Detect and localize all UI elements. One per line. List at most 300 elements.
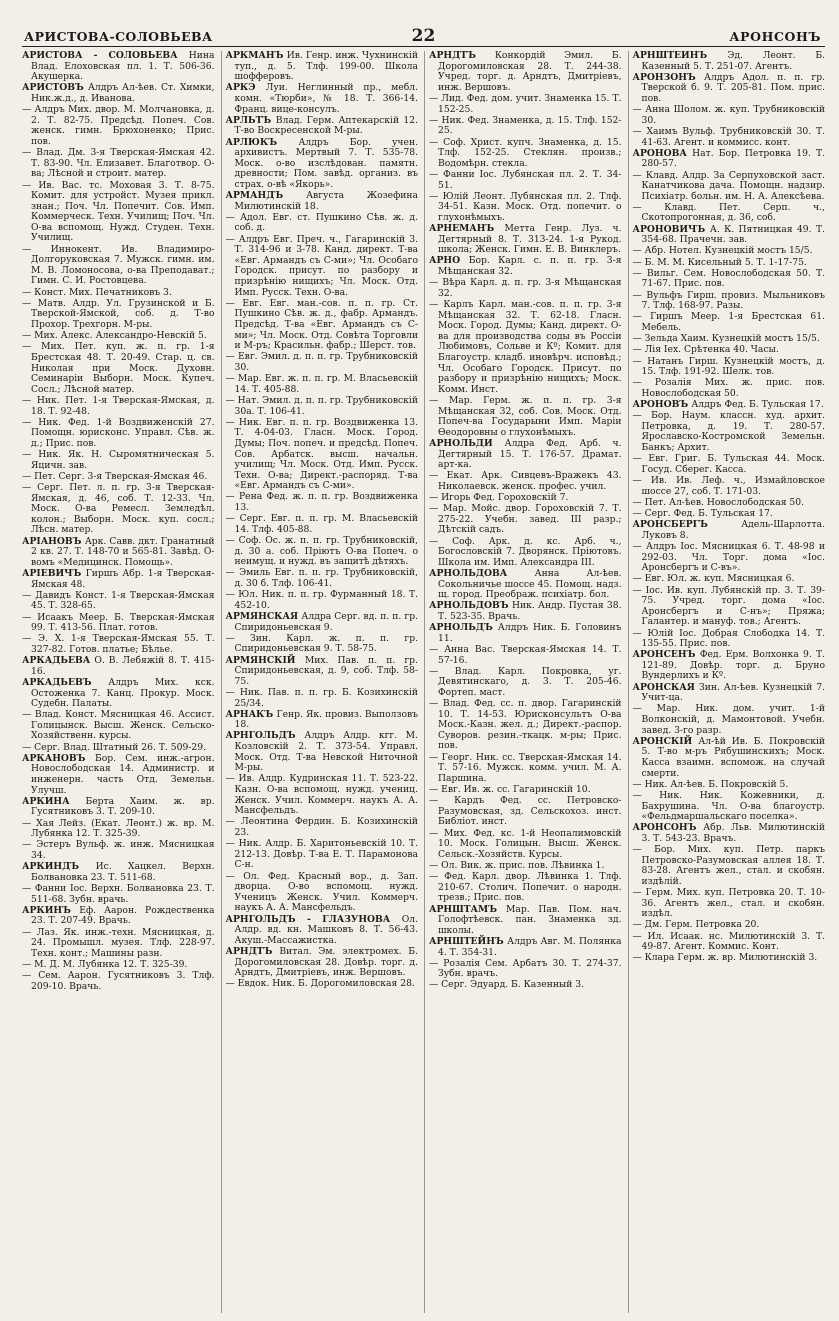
directory-entry (226, 83, 419, 115)
entry-surname (633, 573, 645, 584)
entry-surname (429, 860, 441, 871)
entry-surname: АРКЭ (225, 82, 266, 94)
entry-details: Алдръ Евг. Преч. ч., Гагаринскій 3. Т. 314-96 и 3-78. Канд. директ. Т-ва «Евг. Армандъ съ С-ми»; Чл. Особаго Городск. присут. по разбору и призрѣнію нищихъ; Чл. Моск. Отд. Имп. Русск. Техн. О-ва. (234, 233, 418, 298)
directory-entry (226, 872, 419, 914)
entry-surname (633, 497, 645, 508)
entry-details: Евг. Эмил. д. п. п. гр. Трубниковскій 30. (234, 351, 418, 373)
entry-surname (22, 959, 34, 970)
entry-surname (226, 417, 239, 428)
directory-entry (226, 191, 419, 212)
entry-details: Зин. Ал-ѣев. Кузнецкій 7. Учит-ца. (641, 681, 825, 704)
entry-details: Бор. Мих. куп. Петр. паркъ Петровско-Разумовская аллея 18. Т. 83-28. Агентъ жел., стал. и скобян. издѣлій. (641, 844, 825, 887)
entry-surname (22, 341, 41, 352)
entry-details: Екат. Арк. Сивцевъ-Вражекъ 43. Николаевск. женск. профес. учил. (438, 470, 622, 492)
entry-details: Алдръ Іос. Мясницкая 6. Т. 48-98 и 292-03. Чл. Торг. дома «Іос. Аронсбергъ и С-въ». (641, 540, 825, 574)
directory-entry (22, 418, 215, 450)
entry-details: О. В. Лебяжій 8. Т. 415-16. (31, 655, 215, 677)
entry-details: Ив. Алдр. Кудринская 11. Т. 523-22. Казн. О-ва вспомощ. нужд. учениц. Женск. Учил. Коммерч. наукъ А. А. Мансфельдъ. (234, 773, 418, 817)
directory-entry (633, 683, 826, 704)
entry-details: Соф. Христ. купч. Знаменка, д. 15. Тлф. 152-25. Стеклян. произв.; Водомѣрн. стекла. (438, 136, 622, 169)
entry-surname (429, 795, 454, 806)
directory-entry (429, 623, 622, 644)
entry-details: Ил. Исаак. нс. Милютинскій 3. Т. 49-87. Агент. Коммис. Конт. (641, 930, 825, 953)
directory-entry (429, 278, 622, 299)
directory-entry (429, 829, 622, 861)
entry-surname: АРНОЛЬДОВА (429, 568, 535, 579)
entry-surname: АРНГОЛЬДЪ (225, 730, 305, 742)
entry-surname (226, 298, 243, 309)
entry-surname (429, 137, 443, 148)
directory-entry (633, 932, 826, 953)
directory-entry (22, 288, 215, 299)
directory-entry (226, 612, 419, 633)
entry-details: Ол. Фед. Красный вор., д. Зап. дворца. О-во вспомощ. нужд. Ученицъ Женск. Учил. Коммерч. наукъ А. А. Мансфельдъ. (234, 870, 418, 914)
entry-details: Ол. Вик. ж. прис. пов. Лѣвинка 1. (441, 859, 605, 871)
directory-entry (22, 743, 215, 754)
directory-entry (633, 127, 826, 148)
entry-details: Гиршъ Меер. 1-я Брестская 61. Мебель. (641, 311, 825, 333)
entry-details: Серг. Евг. п. п. гр. М. Власьевскій 14. Тлф. 405-88. (234, 513, 418, 535)
directory-entry (633, 780, 826, 791)
directory-entry (633, 953, 826, 964)
directory-entry (226, 915, 419, 947)
entry-details: Клара Герм. ж. вр. Милютинскій 3. (644, 952, 818, 964)
entry-details: Ал-ѣй Ив. Б. Покровскій 5. Т-во м-ръ Рябушинскихъ; Моск. Касса взаимн. вспомож. на случай смерти. (641, 735, 825, 779)
directory-entry (429, 601, 622, 622)
entry-details: Алдръ Фед. Б. Тульская 17. (691, 399, 824, 411)
entry-surname (633, 541, 646, 552)
entry-details: Карлъ Карл. ман.-сов. п. п. гр. 3-я Мѣщанская 32. Т. 62-18. Гласн. Моск. Город. Думы; Канд. директ. О-ва для производства соды въ Россіи Любимовъ, Сольве и Кº; Комит. для Благоустр. кладб. иновѣрч. исповѣд.; Чл. Особаго Городск. Присут. по разбору и призрѣнію нищихъ; Моск. Комм. Инст. (438, 299, 622, 395)
entry-surname: АРОНСОНЪ (632, 822, 704, 834)
directory-entry (429, 569, 622, 601)
entry-surname (429, 644, 444, 655)
entry-details: Серг. Эдуард. Б. Казенный 3. (441, 979, 585, 991)
directory-entry (226, 418, 419, 492)
entry-surname (429, 93, 441, 104)
directory-entry (226, 374, 419, 395)
entry-details: Лаз. Як. инж.-техн. Мясницкая, д. 24. Промышл. музея. Тлф. 228-97. Техн. конт.; Машины разн. (31, 926, 215, 959)
entry-surname (22, 742, 34, 753)
entry-details: Анна Вас. Тверская-Ямская 14. Т. 57-16. (438, 643, 622, 666)
directory-entry (22, 342, 215, 395)
entry-details: Бор. Карл. с. п. п. гр. 3-я Мѣщанская 32. (438, 255, 622, 278)
directory-entry (429, 905, 622, 937)
running-head-left: АРИСТОВА-СОЛОВЬЕВА (24, 29, 213, 44)
entry-details: Августа Жозефина Милютинскій 18. (234, 190, 418, 212)
entry-details: Ник. Евг. п. п. гр. Воздвиженка 13. Т. 4-04-03. Гласн. Моск. Город. Думы; Поч. попеч. и предсѣд. Попеч. Сов. Арбатск. высш. начальн. училищ; Чл. Моск. Отд. Имп. Русск. Техн. О-ва; Директ.-распоряд. Т-ва «Евг. Армандъ съ С-ми». (234, 416, 418, 492)
directory-entry (226, 116, 419, 137)
directory-entry (633, 737, 826, 779)
entry-surname (633, 844, 655, 855)
entry-details: Ник. Пет. 1-я Тверская-Ямская, д. 18. Т. 92-48. (31, 394, 215, 417)
entry-details: Луи. Неглинный пр., мебл. комн. «Тюрби», № 18. Т. 366-14. Франц. вице-консулъ. (234, 82, 418, 115)
entry-details: Розалія Сем. Арбатъ 30. Т. 274-37. Зубн. врачъ. (438, 957, 622, 980)
directory-entry (633, 225, 826, 246)
entry-surname (226, 234, 239, 245)
entry-surname (633, 377, 655, 388)
entry-surname: АРНАКЪ (225, 708, 277, 720)
entry-details: Хаимъ Вульф. Трубниковскій 30. Т. 41-63. Агент. и коммисс. конт. (641, 125, 825, 148)
entry-surname (429, 299, 443, 310)
entry-details: Гиршъ Абр. 1-я Тверская-Ямская 48. (31, 568, 215, 590)
directory-entry (22, 148, 215, 180)
entry-details: Витал. Эм. электромех. Б. Дорогомиловская 28. Довѣр. торг. д. Арндтъ, Дмитріевъ, инж. Вершовъ. (234, 945, 418, 979)
entry-details: Мих. Пет. куп. ж. п. гр. 1-я Брестская 48. Т. 20-49. Стар. ц. св. Николая при Моск. Духовн. Семинаріи Выборн. Моск. Купеч. Сосл.; Лѣсной матер. (31, 341, 215, 395)
entry-surname (226, 773, 239, 784)
entry-surname (633, 202, 665, 213)
entry-surname: АРОНОВЪ (632, 399, 692, 411)
entry-surname: АРКИНДЪ (22, 861, 96, 873)
entry-details: Юлій Іос. Добрая Слободка 14. Т. 135-55. Прис. пов. (641, 627, 825, 650)
directory-entry (22, 569, 215, 590)
directory-entry (22, 971, 215, 992)
column-4 (628, 51, 826, 1313)
entry-details: Эд. Леонт. Б. Казенный 5. Т. 251-07. Агентъ. (641, 51, 825, 72)
entry-surname (22, 180, 38, 191)
entry-surname (22, 471, 34, 482)
entry-surname (226, 491, 239, 502)
entry-details: Еф. Аарон. Рождественка 23. Т. 207-49. Врачь. (31, 904, 215, 927)
entry-surname: АРИСТОВА - СОЛОВЬЕВА (22, 51, 189, 61)
directory-entry (22, 396, 215, 417)
entry-surname (429, 698, 443, 709)
entry-details: Дм. Герм. Петровка 20. (644, 919, 760, 931)
directory-entry (226, 352, 419, 373)
entry-details: Ол. Алдр. вд. кн. Машковъ 8. Т. 56-43. Акуш.-Массажистка. (234, 913, 418, 946)
directory-columns (22, 51, 825, 1313)
entry-surname (429, 536, 452, 547)
directory-entry (429, 667, 622, 699)
entry-details: Алдра Серг. вд. п. п. гр. Спиридоньевская 9. (234, 610, 418, 633)
directory-entry (633, 334, 826, 345)
entry-details: Ис. Хацкел. Верхн. Болвановка 23. Т. 511-68. (31, 861, 215, 883)
directory-entry (22, 472, 215, 483)
page-number: 22 (411, 26, 436, 46)
directory-entry (429, 300, 622, 395)
entry-details: Эстеръ Вульф. ж. инж. Мясницкая 34. (31, 839, 215, 861)
entry-details: Лія Іех. Срѣтенка 40. Часы. (644, 344, 779, 356)
entry-details: Мар. Мойс. двор. Гороховскій 7. Т. 275-22. Учебн. завед. III разр.; Дѣтскій садъ. (438, 503, 622, 536)
entry-details: Соф. Арк. д. кс. Арб. ч., Богословскій 7. Дворянск. Пріютовъ. Школа им. Имп. Александра III. (438, 535, 622, 568)
entry-details: Алдръ Алдр. кгг. М. Козловскій 2. Т. 373-54. Управл. Моск. Отд. Т-ва Невской Ниточной М-ры. (234, 730, 418, 774)
entry-details: Ник. Ник. Кожевники, д. Бахрушина. Чл. О-ва благоустр. «Фельдмаршальскаго поселка». (641, 789, 825, 823)
directory-entry (22, 537, 215, 569)
entry-details: Серг. Влад. Штатный 26. Т. 509-29. (34, 741, 207, 753)
entry-surname (22, 612, 37, 623)
directory-entry (633, 203, 826, 224)
directory-entry (633, 269, 826, 290)
entry-details: Розалія Мих. ж. прис. пов. Новослободская 50. (641, 377, 825, 399)
entry-surname (633, 311, 651, 322)
entry-surname (633, 410, 652, 421)
directory-entry (633, 704, 826, 736)
entry-details: Иннокент. Ив. Владимиро-Долгоруковская 7. Мужск. гимн. им. М. В. Ломоносова, о-ва Преподават.; Гимн. С. И. Ростовцева. (31, 243, 215, 287)
entry-surname: АРНОЛЬДЪ (429, 622, 498, 634)
entry-details: Алдръ Бор. учен. архивистъ. Мертвый 7. Т. 535-78. Моск. о-во изслѣдован. памятн. древности; Пом. завѣд. организ. въ страх. о-вѣ «Якорь». (234, 136, 418, 190)
directory-entry (22, 299, 215, 331)
directory-entry (429, 937, 622, 958)
entry-surname: АРНДТЪ (429, 51, 495, 61)
entry-surname (633, 887, 646, 898)
directory-entry (429, 796, 622, 828)
entry-surname (633, 952, 645, 963)
entry-surname (633, 628, 648, 639)
entry-surname (429, 169, 443, 180)
entry-surname (226, 567, 240, 578)
entry-surname (226, 816, 241, 827)
directory-entry (22, 591, 215, 612)
entry-surname: АРКМАНЪ (225, 51, 287, 61)
directory-entry (22, 884, 215, 905)
entry-details: Давидъ Конст. 1-я Тверская-Ямская 45. Т. 328-65. (31, 589, 215, 612)
directory-entry (633, 454, 826, 475)
directory-entry (633, 791, 826, 823)
directory-entry (633, 411, 826, 453)
directory-entry (429, 861, 622, 872)
entry-details: Нат. Эмил. д. п. п. гр. Трубниковскій 30а. Т. 106-41. (234, 394, 418, 417)
entry-surname: АРОНСКІЙ (632, 735, 699, 747)
directory-entry (429, 504, 622, 536)
entry-details: Алдръ Ник. Б. Головинъ 11. (438, 622, 622, 644)
entry-surname (429, 492, 441, 503)
entry-surname (633, 508, 645, 519)
entry-surname (429, 666, 455, 677)
entry-surname: АРКИНЪ (22, 904, 80, 916)
directory-entry (429, 785, 622, 796)
entry-details: Фед. Карл. двор. Лѣвинка 1. Тлф. 210-67. Столич. Попечит. о народн. трезв.; Прис. пов. (438, 871, 622, 904)
entry-details: Фанни Іос. Лубянская пл. 2. Т. 34-51. (438, 168, 622, 191)
entry-surname: АРНО (429, 255, 469, 267)
entry-details: Фед. Ерм. Волхонка 9. Т. 121-89. Довѣр. торг. д. Бруно Вундерлихъ и Кº. (641, 649, 825, 682)
directory-entry (633, 629, 826, 650)
entry-details: Мих. Алекс. Александро-Невскій 5. (34, 330, 207, 342)
directory-entry (633, 520, 826, 541)
entry-details: Ив. Генр. инж. Чухнинскій туп., д. 5. Тлф. 199-00. Школа шофферовъ. (234, 51, 418, 83)
entry-details: Влад. Конст. Мясницкая 46. Ассист. Голицынск. Высш. Женск. Сельско-Хозяйственн. курсы. (31, 709, 215, 742)
entry-details: Анна Шолом. ж. куп. Трубниковскій 30. (641, 104, 825, 126)
directory-entry (633, 476, 826, 497)
entry-surname (633, 257, 645, 268)
entry-details: Рена Фед. ж. п. п. гр. Воздвиженка 13. (234, 491, 418, 514)
entry-details: Влад. Дм. 3-я Тверская-Ямская 42. Т. 83-90. Чл. Елизавет. Благотвор. О-ва; Лѣсной и строит. матер. (31, 147, 215, 180)
entry-details: Пет. Серг. 3-я Тверская-Ямская 46. (34, 470, 208, 482)
directory-entry (226, 213, 419, 234)
entry-surname: АРНОЛЬДОВЪ (429, 600, 512, 612)
entry-surname (22, 590, 35, 601)
entry-details: Іос. Ив. куп. Лубянскій пр. 3. Т. 39-75. Учред. торг. дома «Іос. Аронсбергъ и С-нъ»; Пряжа; Галантер. и мануф. тов.; Агентъ. (641, 584, 825, 628)
entry-surname (22, 818, 36, 829)
entry-surname (633, 170, 646, 181)
directory-entry (633, 246, 826, 257)
entry-surname (22, 927, 37, 938)
entry-details: Хая Лейз. (Екат. Леонт.) ж. вр. М. Лубянка 12. Т. 325-39. (31, 817, 215, 840)
entry-surname: АРМЯНСКАЯ (225, 610, 302, 622)
directory-entry (429, 138, 622, 170)
column-2 (221, 51, 419, 1313)
entry-details: Евг. Юл. ж. куп. Мясницкая 6. (644, 573, 795, 585)
entry-surname: АРКАДЬЕВЪ (22, 676, 109, 688)
entry-surname: АРОНСБЕРГЪ (632, 519, 742, 531)
entry-surname (22, 482, 37, 493)
entry-surname (22, 449, 38, 460)
directory-entry (22, 634, 215, 655)
directory-entry (22, 450, 215, 471)
entry-surname: АРНГОЛЬДЪ - ГЛАЗУНОВА (225, 913, 402, 925)
entry-surname: АРНЕМАНЪ (429, 223, 505, 235)
entry-surname: АРКАДЬЕВА (22, 655, 95, 667)
directory-entry (226, 774, 419, 816)
entry-surname (429, 979, 441, 990)
entry-surname (22, 147, 36, 158)
entry-surname (22, 298, 38, 309)
entry-surname: АРНШТЕЙНЪ (429, 935, 508, 947)
entry-details: Георг. Ник. сс. Тверская-Ямская 14. Т. 57-16. Мужск. комм. учил. М. А. Паршина. (438, 751, 622, 784)
entry-surname (22, 970, 38, 981)
entry-details: Ив. Ив. Леф. ч., Измайловское шоссе 27, соб. Т. 171-03. (641, 475, 825, 497)
directory-entry (633, 357, 826, 378)
entry-surname: АРИСТОВЪ (22, 82, 88, 94)
entry-details: Евг. Григ. Б. Тульская 44. Моск. Госуд. Сберег. Касса. (641, 453, 825, 475)
directory-entry (429, 872, 622, 904)
entry-surname (226, 513, 240, 524)
entry-details: Алдръ Ал-ѣев. Ст. Химки, Ник.ж.д., д. Иванова. (31, 82, 215, 104)
directory-entry (226, 396, 419, 417)
entry-surname: АРОНСКАЯ (632, 681, 699, 693)
entry-surname (226, 373, 238, 384)
directory-entry (633, 400, 826, 411)
directory-entry (22, 613, 215, 634)
entry-details: Фанни Іос. Верхн. Болвановка 23. Т. 511-68. Зубн. врачь. (31, 882, 215, 905)
column-3 (424, 51, 622, 1313)
entry-surname (633, 790, 660, 801)
entry-surname (633, 268, 647, 279)
entry-surname (226, 589, 239, 600)
directory-entry (633, 73, 826, 105)
entry-details: Э. Х. 1-я Тверская-Ямская 55. Т. 327-82. Готов. платье; Бѣлье. (31, 633, 215, 655)
entry-details: Ник. Пав. п. п. гр. Б. Козихинскій 25/34. (234, 686, 418, 709)
directory-entry (429, 192, 622, 224)
entry-details: Арк. Савв. дкт. Гранатный 2 кв. 27. Т. 148-70 и 565-81. Завѣд. О-вомъ «Медицинск. Помощь». (31, 535, 215, 568)
directory-entry (429, 753, 622, 785)
entry-surname (22, 839, 36, 850)
entry-surname: АРМЯНСКІЙ (225, 654, 305, 666)
entry-details: Мар. Герм. ж. п. п. гр. 3-я Мѣщанская 32, соб. Сов. Моск. Отд. Попеч-ва Государыни Имп. Маріи Ѳеодоровны о глухонѣмыхъ. (438, 394, 622, 438)
directory-entry (22, 862, 215, 883)
directory-entry (226, 634, 419, 655)
entry-surname: АРМАНДЪ (225, 190, 307, 202)
directory-entry (633, 51, 826, 72)
entry-details: Леонтина Фердин. Б. Козихинскій 23. (234, 816, 418, 838)
entry-details: Герм. Мих. куп. Петровка 20. Т. 10-36. Агентъ жел., стал. и скобян. издѣл. (641, 887, 825, 920)
entry-surname (226, 978, 238, 989)
entry-details: Влад. Карл. Покровка, уг. Девятинскаго, д. 3. Т. 205-46. Фортеп. маст. (438, 665, 622, 698)
directory-entry (226, 590, 419, 611)
entry-details: Лид. Фед. дом. учит. Знаменка 15. Т. 152-25. (438, 92, 622, 115)
entry-surname: АРНШТАМЪ (429, 903, 506, 915)
entry-details: Ник. Алдр. Б. Харитоньевскій 10. Т. 212-13. Довѣр. Т-ва Е. Т. Парамонова С-н. (234, 838, 418, 871)
entry-details: Евг. Ив. ж. сс. Гагаринскій 10. (441, 784, 591, 796)
entry-details: Клавд. Пет. Серп. ч., Скотопрогонная, д. 36, соб. (641, 201, 825, 224)
directory-entry (22, 678, 215, 710)
directory-entry (633, 291, 826, 312)
entry-surname (22, 395, 37, 406)
entry-surname (429, 828, 444, 839)
directory-entry (22, 51, 215, 83)
directory-entry (226, 536, 419, 568)
directory-entry (429, 493, 622, 504)
running-head-right: АРОНСОНЪ (729, 29, 821, 44)
directory-entry (22, 83, 215, 104)
directory-entry (633, 888, 826, 920)
directory-entry (633, 171, 826, 203)
entry-surname: АРНОЛЬДИ (429, 437, 505, 449)
entry-details: Мих. Пав. п. п. гр. Спиридоньевская, д. 9, соб. Тлф. 58-75. (234, 654, 418, 687)
entry-details: Б. М. М. Кисельный 5. Т. 1-17-75. (644, 256, 807, 268)
page-header (22, 22, 825, 47)
entry-surname (22, 883, 35, 894)
entry-surname (429, 115, 441, 126)
entry-details: Алдръ Адол. п. п. гр. Тверской б. 9. Т. 205-81. Пом. прис. пов. (641, 71, 825, 104)
directory-entry (226, 979, 419, 990)
entry-details: Вульфъ Гирш. провиз. Мыльниковъ 7. Тлф. 168-97. Разы. (641, 289, 825, 312)
directory-entry (22, 797, 215, 818)
directory-entry (226, 817, 419, 838)
entry-details: Ник. Фед. Знаменка, д. 15. Тлф. 152-25. (438, 114, 622, 137)
entry-surname (633, 356, 648, 367)
directory-entry (633, 574, 826, 585)
directory-entry (429, 94, 622, 115)
entry-surname (22, 417, 38, 428)
entry-details: Мар. Пав. Пом. нач. Голофтѣевск. пан. Знаменка зд. школы. (438, 903, 622, 936)
directory-entry (633, 149, 826, 170)
entry-surname (429, 503, 443, 514)
entry-details: Мар. Ник. дом. учит. 1-й Волконскій, д. Мамонтовой. Учебн. завед. 3-го разр. (641, 703, 825, 736)
entry-surname: АРОНОВИЧЪ (632, 223, 710, 235)
entry-surname (633, 333, 645, 344)
directory-entry (429, 224, 622, 256)
directory-entry (633, 650, 826, 682)
directory-entry (226, 235, 419, 299)
column-1 (22, 51, 215, 1313)
entry-surname (429, 470, 447, 481)
directory-entry (429, 645, 622, 666)
entry-details: Алдра Фед. Арб. ч. Дегтярный 15. Т. 176-57. Драмат. арт-ка. (438, 437, 622, 471)
entry-details: Зин. Карл. ж. п. п. гр. Спиридоньевская 9. Т. 58-75. (234, 632, 418, 655)
directory-entry (429, 116, 622, 137)
directory-entry (633, 509, 826, 520)
entry-surname: АРКИНА (22, 795, 86, 807)
directory-entry (22, 819, 215, 840)
entry-details: Нат. Бор. Петровка 19. Т. 280-57. (641, 147, 825, 170)
directory-entry (633, 378, 826, 399)
entry-details: Метта Генр. Луз. ч. Дегтярный 8. Т. 313-24. 1-я Рукод. школа; Женск. Гимн. Е. В. Винклеръ. (438, 223, 622, 256)
entry-surname (633, 931, 648, 942)
entry-details: Бор. Сем. инж.-агрон. Новослободская 14. Администр. и инженерн. часть Отд. Земельн. Улучш. (31, 752, 215, 796)
directory-entry (226, 839, 419, 871)
directory-entry (633, 845, 826, 887)
entry-surname: АРІЕВИЧЪ (22, 568, 86, 579)
directory-entry (226, 688, 419, 709)
entry-details: Матв. Алдр. Ул. Грузинской и Б. Тверской-Ямской, соб. д. Т-во Прохор. Трехгорн. М-ры. (31, 297, 215, 330)
entry-surname: АРОНОВА (632, 147, 693, 159)
directory-entry (429, 699, 622, 752)
entry-surname (22, 709, 35, 720)
entry-details: Ник. Як. Н. Сыромятническая 5. Яцичн. зав. (31, 449, 215, 471)
entry-surname: АРІАНОВЪ (22, 535, 85, 547)
entry-surname (429, 191, 443, 202)
directory-entry (22, 928, 215, 960)
directory-entry (22, 105, 215, 147)
